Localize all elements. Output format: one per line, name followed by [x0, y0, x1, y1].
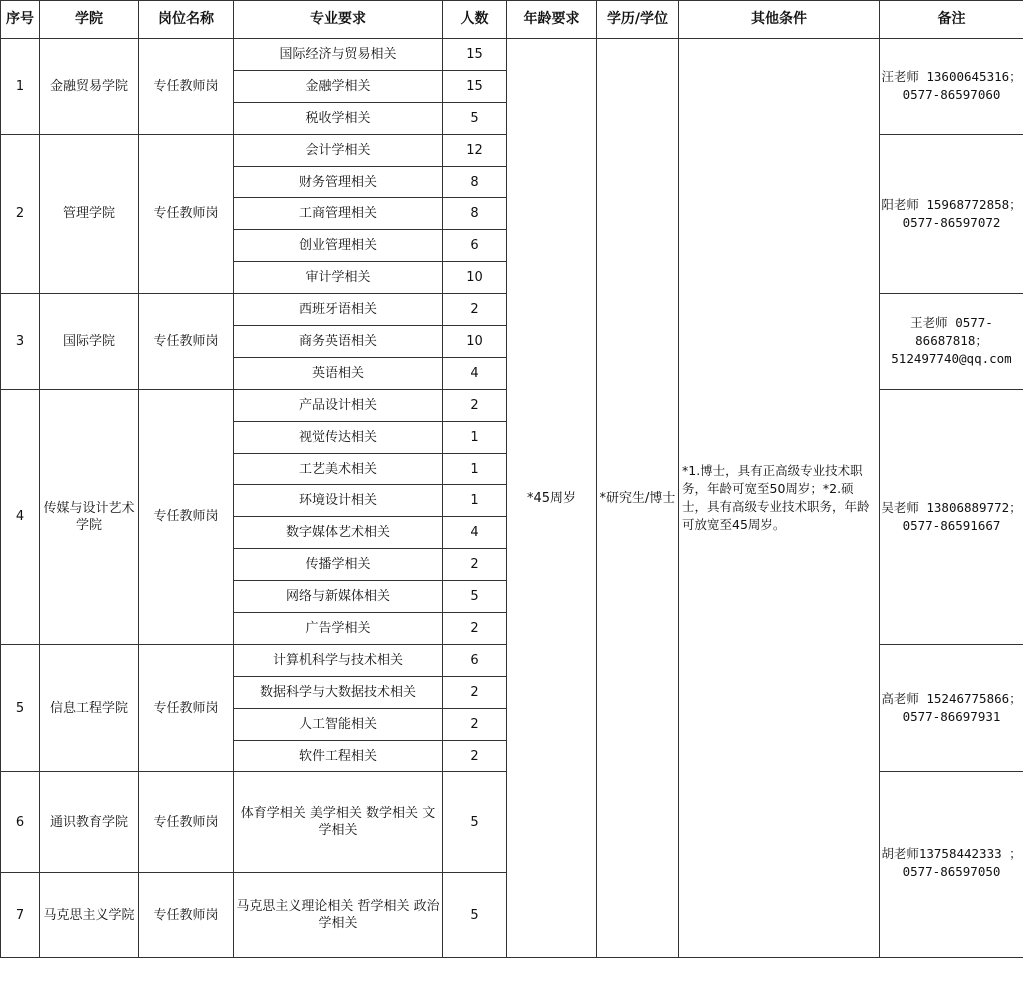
age-requirement: *45周岁	[507, 39, 597, 958]
major-name: 创业管理相关	[234, 230, 443, 262]
row-no: 3	[1, 294, 40, 390]
col-header-position: 岗位名称	[139, 1, 234, 39]
col-header-no: 序号	[1, 1, 40, 39]
major-name: 计算机科学与技术相关	[234, 644, 443, 676]
major-name: 视觉传达相关	[234, 421, 443, 453]
major-name: 西班牙语相关	[234, 294, 443, 326]
headcount: 10	[443, 262, 507, 294]
major-name: 会计学相关	[234, 134, 443, 166]
headcount: 12	[443, 134, 507, 166]
college-name: 金融贸易学院	[40, 39, 139, 135]
major-name: 国际经济与贸易相关	[234, 39, 443, 71]
major-name: 金融学相关	[234, 70, 443, 102]
headcount: 8	[443, 198, 507, 230]
position-name: 专任教师岗	[139, 772, 234, 873]
headcount: 15	[443, 39, 507, 71]
row-no: 7	[1, 873, 40, 958]
contact-note: 汪老师 13600645316； 0577-86597060	[880, 39, 1023, 135]
major-name: 工商管理相关	[234, 198, 443, 230]
position-name: 专任教师岗	[139, 39, 234, 135]
college-name: 信息工程学院	[40, 644, 139, 772]
row-no: 2	[1, 134, 40, 293]
headcount: 5	[443, 102, 507, 134]
contact-note: 阳老师 15968772858； 0577-86597072	[880, 134, 1023, 293]
major-name: 产品设计相关	[234, 389, 443, 421]
headcount: 8	[443, 166, 507, 198]
row-no: 6	[1, 772, 40, 873]
college-name: 管理学院	[40, 134, 139, 293]
other-conditions: *1.博士，具有正高级专业技术职务，年龄可宽至50周岁；*2.硕士，具有高级专业技术职务，年龄可放宽至45周岁。	[679, 39, 880, 958]
headcount: 2	[443, 549, 507, 581]
major-name: 数字媒体艺术相关	[234, 517, 443, 549]
contact-note: 吴老师 13806889772； 0577-86591667	[880, 389, 1023, 644]
headcount: 4	[443, 357, 507, 389]
headcount: 1	[443, 453, 507, 485]
major-name: 财务管理相关	[234, 166, 443, 198]
headcount: 1	[443, 485, 507, 517]
headcount: 2	[443, 740, 507, 772]
major-name: 人工智能相关	[234, 708, 443, 740]
table-row	[1, 39, 1023, 71]
headcount: 10	[443, 326, 507, 358]
major-name: 网络与新媒体相关	[234, 581, 443, 613]
col-header-other: 其他条件	[679, 1, 880, 39]
major-name: 审计学相关	[234, 262, 443, 294]
col-header-college: 学院	[40, 1, 139, 39]
col-header-age: 年龄要求	[507, 1, 597, 39]
col-header-degree: 学历/学位	[597, 1, 679, 39]
college-name: 传媒与设计艺术学院	[40, 389, 139, 644]
position-name: 专任教师岗	[139, 134, 234, 293]
headcount: 6	[443, 644, 507, 676]
col-header-note: 备注	[880, 1, 1023, 39]
row-no: 5	[1, 644, 40, 772]
position-name: 专任教师岗	[139, 389, 234, 644]
major-name: 工艺美术相关	[234, 453, 443, 485]
position-name: 专任教师岗	[139, 294, 234, 390]
contact-note: 王老师 0577-86687818； 512497740@qq.com	[880, 294, 1023, 390]
headcount: 1	[443, 421, 507, 453]
row-no: 1	[1, 39, 40, 135]
contact-note: 高老师 15246775866； 0577-86697931	[880, 644, 1023, 772]
position-name: 专任教师岗	[139, 873, 234, 958]
headcount: 6	[443, 230, 507, 262]
major-name: 环境设计相关	[234, 485, 443, 517]
headcount: 5	[443, 873, 507, 958]
row-no: 4	[1, 389, 40, 644]
major-name: 商务英语相关	[234, 326, 443, 358]
major-name: 数据科学与大数据技术相关	[234, 676, 443, 708]
college-name: 国际学院	[40, 294, 139, 390]
headcount: 2	[443, 708, 507, 740]
headcount: 15	[443, 70, 507, 102]
headcount: 2	[443, 389, 507, 421]
headcount: 2	[443, 613, 507, 645]
headcount: 2	[443, 294, 507, 326]
col-header-count: 人数	[443, 1, 507, 39]
contact-note: 胡老师13758442333 ； 0577-86597050	[880, 772, 1023, 958]
major-name: 英语相关	[234, 357, 443, 389]
degree-requirement: *研究生/博士	[597, 39, 679, 958]
headcount: 2	[443, 676, 507, 708]
headcount: 4	[443, 517, 507, 549]
major-name: 传播学相关	[234, 549, 443, 581]
major-name: 税收学相关	[234, 102, 443, 134]
position-name: 专任教师岗	[139, 644, 234, 772]
headcount: 5	[443, 581, 507, 613]
college-name: 通识教育学院	[40, 772, 139, 873]
major-name: 广告学相关	[234, 613, 443, 645]
major-name: 马克思主义理论相关 哲学相关 政治学相关	[234, 873, 443, 958]
col-header-major: 专业要求	[234, 1, 443, 39]
header-row	[1, 1, 1023, 39]
college-name: 马克思主义学院	[40, 873, 139, 958]
headcount: 5	[443, 772, 507, 873]
major-name: 软件工程相关	[234, 740, 443, 772]
major-name: 体育学相关 美学相关 数学相关 文学相关	[234, 772, 443, 873]
